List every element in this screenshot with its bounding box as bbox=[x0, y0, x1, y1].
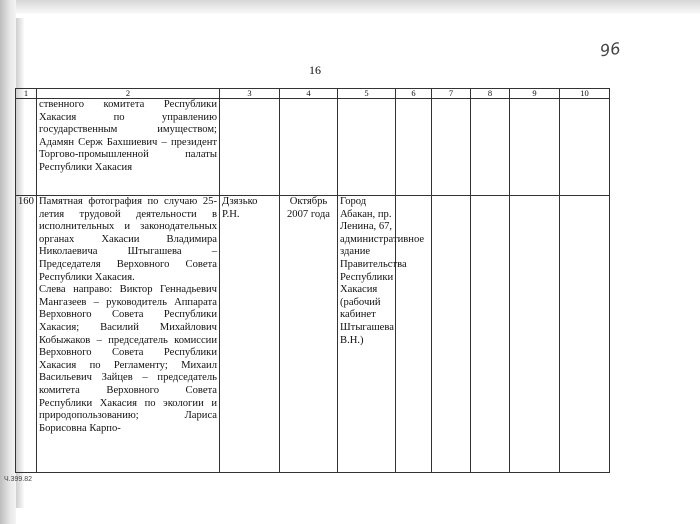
column-header: 4 bbox=[280, 89, 338, 99]
row-place: Город Абакан, пр. Ленина, 67, административное здание Правительства Республики Хакасия (рабочий кабинет Штыгашева В.Н.) bbox=[338, 196, 396, 473]
register-table bbox=[15, 88, 610, 473]
column-header: 7 bbox=[432, 89, 471, 99]
row-date bbox=[280, 99, 338, 196]
description-intro: Памятная фотография по случаю 25-летия трудовой деятельности в исполнительных и законодательных органах Хакасии Владимира Николаевича Штыгашева – Председателя Верховного Совета Республики Хакасия. bbox=[39, 196, 217, 283]
scan-left-edge bbox=[0, 0, 16, 524]
empty-cell bbox=[510, 196, 560, 473]
scan-top-edge bbox=[0, 0, 700, 14]
row-author: Дзязько Р.Н. bbox=[220, 196, 280, 473]
row-number: 160 bbox=[16, 196, 37, 473]
empty-cell bbox=[471, 196, 510, 473]
empty-cell bbox=[560, 196, 610, 473]
empty-cell bbox=[432, 99, 471, 196]
empty-cell bbox=[471, 99, 510, 196]
column-header: 10 bbox=[560, 89, 610, 99]
table-row bbox=[16, 99, 610, 196]
column-number-row bbox=[16, 89, 610, 99]
archive-page-number: 96 bbox=[598, 38, 622, 61]
description-persons: Слева направо: Виктор Геннадьевич Мангазеев – руководитель Аппарата Верховного Совета Республики Хакасия; Василий Михайлович Кобыжаков – председатель комиссии Верховного Совета Республики Хакасия по Регламенту; Михаил Васильевич Зайцев – председатель комитета Верховного Совета Республики Хакасия по экологии и природопользованию; Лариса Борисовна Карпо- bbox=[39, 284, 217, 434]
column-header: 6 bbox=[396, 89, 432, 99]
page-number: 16 bbox=[309, 63, 321, 77]
column-header: 1 bbox=[16, 89, 37, 99]
archive-stamp: Ч.399.82 bbox=[4, 476, 33, 483]
table-row bbox=[16, 196, 610, 473]
column-header: 9 bbox=[510, 89, 560, 99]
column-header: 5 bbox=[338, 89, 396, 99]
column-header: 3 bbox=[220, 89, 280, 99]
row-author bbox=[220, 99, 280, 196]
empty-cell bbox=[396, 99, 432, 196]
empty-cell bbox=[432, 196, 471, 473]
empty-cell bbox=[510, 99, 560, 196]
row-place bbox=[338, 99, 396, 196]
column-header: 2 bbox=[37, 89, 220, 99]
row-number bbox=[16, 99, 37, 196]
row-description: ственного комитета Республики Хакасия по управлению государственным имуществом; Адамян Серж Бахшиевич – президент Торгово-промышленной палаты Республики Хакасия bbox=[37, 99, 220, 196]
column-header: 8 bbox=[471, 89, 510, 99]
row-description bbox=[37, 196, 220, 473]
empty-cell bbox=[560, 99, 610, 196]
row-date: Октябрь 2007 года bbox=[280, 196, 338, 473]
